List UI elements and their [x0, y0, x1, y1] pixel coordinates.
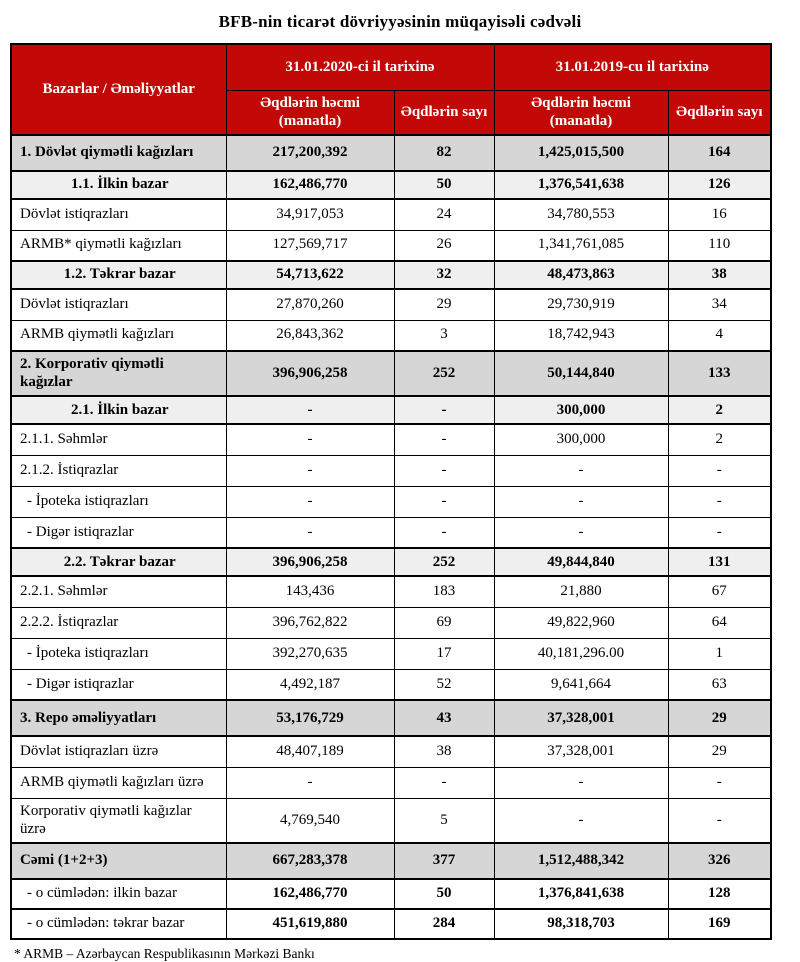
cell-volume-2019: 18,742,943	[494, 320, 668, 351]
cell-volume-2019: -	[494, 486, 668, 517]
cell-volume-2019: 37,328,001	[494, 736, 668, 767]
cell-volume-2019: 48,473,863	[494, 261, 668, 289]
cell-volume-2019: 300,000	[494, 424, 668, 455]
cell-count-2020: 5	[394, 798, 494, 843]
cell-volume-2019: 1,376,841,638	[494, 879, 668, 909]
cell-count-2020: 252	[394, 351, 494, 396]
cell-count-2020: 82	[394, 135, 494, 171]
table-row	[11, 396, 771, 424]
cell-count-2019: 128	[668, 879, 771, 909]
subheader-volume-2019: Əqdlərin həcmi (manatla)	[494, 90, 668, 135]
table-row	[11, 455, 771, 486]
row-label: Korporativ qiymətli kağızlar üzrə	[11, 798, 226, 843]
row-label: 2.1.1. Səhmlər	[11, 424, 226, 455]
row-label: 2. Korporativ qiymətli kağızlar	[11, 351, 226, 396]
cell-volume-2019: 49,822,960	[494, 607, 668, 638]
footnote: * ARMB – Azərbaycan Respublikasının Mərkəzi Bankı	[14, 946, 315, 962]
table-row	[11, 351, 771, 396]
cell-count-2020: 50	[394, 879, 494, 909]
cell-count-2019: 67	[668, 576, 771, 607]
row-label: - o cümlədən: təkrar bazar	[11, 909, 226, 939]
row-label: ARMB* qiymətli kağızları	[11, 230, 226, 261]
cell-count-2019: -	[668, 486, 771, 517]
cell-count-2020: -	[394, 396, 494, 424]
cell-count-2019: 29	[668, 736, 771, 767]
cell-count-2019: -	[668, 455, 771, 486]
cell-volume-2020: 4,492,187	[226, 669, 394, 700]
cell-count-2019: 34	[668, 289, 771, 320]
row-label: ARMB qiymətli kağızları üzrə	[11, 767, 226, 798]
row-label: - Digər istiqrazlar	[11, 517, 226, 548]
cell-volume-2020: 396,906,258	[226, 548, 394, 576]
cell-count-2019: 326	[668, 843, 771, 879]
subheader-count-2019: Əqdlərin sayı	[668, 90, 771, 135]
cell-count-2019: 2	[668, 424, 771, 455]
cell-count-2019: -	[668, 798, 771, 843]
table-row	[11, 320, 771, 351]
cell-volume-2019: -	[494, 798, 668, 843]
table-row	[11, 517, 771, 548]
cell-count-2020: 29	[394, 289, 494, 320]
row-label: Dövlət istiqrazları	[11, 199, 226, 230]
row-label: 2.2. Təkrar bazar	[11, 548, 226, 576]
cell-volume-2020: 162,486,770	[226, 879, 394, 909]
cell-count-2020: -	[394, 767, 494, 798]
cell-volume-2020: 162,486,770	[226, 171, 394, 199]
row-label: 2.1.2. İstiqrazlar	[11, 455, 226, 486]
cell-count-2019: 164	[668, 135, 771, 171]
row-label: - o cümlədən: ilkin bazar	[11, 879, 226, 909]
cell-count-2020: 52	[394, 669, 494, 700]
table-header	[11, 44, 771, 135]
table-row	[11, 909, 771, 939]
cell-count-2019: -	[668, 517, 771, 548]
cell-count-2019: -	[668, 767, 771, 798]
table-row	[11, 135, 771, 171]
cell-count-2020: 38	[394, 736, 494, 767]
cell-count-2019: 110	[668, 230, 771, 261]
table-row	[11, 199, 771, 230]
cell-volume-2019: 1,512,488,342	[494, 843, 668, 879]
cell-volume-2020: 34,917,053	[226, 199, 394, 230]
cell-volume-2020: -	[226, 767, 394, 798]
table-row	[11, 261, 771, 289]
cell-volume-2019: 37,328,001	[494, 700, 668, 736]
table-body	[11, 135, 771, 939]
table-row	[11, 638, 771, 669]
cell-volume-2020: 396,762,822	[226, 607, 394, 638]
cell-volume-2020: 26,843,362	[226, 320, 394, 351]
table-row	[11, 171, 771, 199]
table-row	[11, 669, 771, 700]
cell-volume-2019: 29,730,919	[494, 289, 668, 320]
cell-volume-2020: 48,407,189	[226, 736, 394, 767]
cell-count-2020: 252	[394, 548, 494, 576]
row-label: - İpoteka istiqrazları	[11, 638, 226, 669]
cell-count-2020: 50	[394, 171, 494, 199]
cell-count-2020: 43	[394, 700, 494, 736]
cell-count-2020: 24	[394, 199, 494, 230]
subheader-count-2020: Əqdlərin sayı	[394, 90, 494, 135]
table-row	[11, 736, 771, 767]
cell-volume-2019: 40,181,296.00	[494, 638, 668, 669]
cell-count-2020: 32	[394, 261, 494, 289]
cell-count-2019: 2	[668, 396, 771, 424]
cell-count-2019: 126	[668, 171, 771, 199]
cell-count-2020: -	[394, 455, 494, 486]
cell-count-2020: -	[394, 517, 494, 548]
cell-count-2019: 169	[668, 909, 771, 939]
cell-count-2019: 29	[668, 700, 771, 736]
row-label: Dövlət istiqrazları üzrə	[11, 736, 226, 767]
cell-volume-2019: 34,780,553	[494, 199, 668, 230]
cell-volume-2019: 50,144,840	[494, 351, 668, 396]
cell-count-2019: 38	[668, 261, 771, 289]
cell-count-2020: -	[394, 486, 494, 517]
subheader-volume-2020: Əqdlərin həcmi (manatla)	[226, 90, 394, 135]
row-label: - İpoteka istiqrazları	[11, 486, 226, 517]
cell-volume-2020: -	[226, 424, 394, 455]
cell-volume-2019: 1,341,761,085	[494, 230, 668, 261]
cell-volume-2019: 9,641,664	[494, 669, 668, 700]
cell-count-2020: 3	[394, 320, 494, 351]
cell-volume-2020: -	[226, 486, 394, 517]
cell-count-2019: 1	[668, 638, 771, 669]
table-row	[11, 424, 771, 455]
table-row	[11, 700, 771, 736]
cell-volume-2020: 4,769,540	[226, 798, 394, 843]
cell-count-2019: 4	[668, 320, 771, 351]
cell-count-2020: 284	[394, 909, 494, 939]
cell-volume-2019: -	[494, 455, 668, 486]
cell-volume-2020: 53,176,729	[226, 700, 394, 736]
cell-count-2019: 16	[668, 199, 771, 230]
cell-volume-2020: 143,436	[226, 576, 394, 607]
cell-count-2019: 131	[668, 548, 771, 576]
table-row	[11, 879, 771, 909]
cell-volume-2019: 300,000	[494, 396, 668, 424]
row-label: 1.1. İlkin bazar	[11, 171, 226, 199]
cell-volume-2019: 1,425,015,500	[494, 135, 668, 171]
cell-count-2020: 69	[394, 607, 494, 638]
group-header-2019: 31.01.2019-cu il tarixinə	[494, 44, 771, 90]
table-row	[11, 230, 771, 261]
table-row	[11, 798, 771, 843]
row-label: - Digər istiqrazlar	[11, 669, 226, 700]
table-row	[11, 289, 771, 320]
table-row	[11, 486, 771, 517]
row-label: 2.1. İlkin bazar	[11, 396, 226, 424]
cell-volume-2020: -	[226, 396, 394, 424]
table-row	[11, 607, 771, 638]
corner-header-markets-operations: Bazarlar / Əməliyyatlar	[11, 44, 226, 135]
row-label: 1.2. Təkrar bazar	[11, 261, 226, 289]
cell-count-2020: 183	[394, 576, 494, 607]
cell-volume-2020: 451,619,880	[226, 909, 394, 939]
table-row	[11, 576, 771, 607]
table-row	[11, 767, 771, 798]
cell-volume-2020: 392,270,635	[226, 638, 394, 669]
row-label: ARMB qiymətli kağızları	[11, 320, 226, 351]
cell-count-2020: -	[394, 424, 494, 455]
group-header-2020: 31.01.2020-ci il tarixinə	[226, 44, 494, 90]
cell-volume-2020: 217,200,392	[226, 135, 394, 171]
cell-volume-2020: 396,906,258	[226, 351, 394, 396]
cell-volume-2020: -	[226, 517, 394, 548]
trade-turnover-comparison-table	[10, 43, 772, 940]
cell-volume-2019: 49,844,840	[494, 548, 668, 576]
row-label: 3. Repo əməliyyatları	[11, 700, 226, 736]
row-label: 2.2.2. İstiqrazlar	[11, 607, 226, 638]
header-group-row	[11, 44, 771, 90]
cell-volume-2019: 98,318,703	[494, 909, 668, 939]
cell-volume-2020: 127,569,717	[226, 230, 394, 261]
cell-volume-2020: 54,713,622	[226, 261, 394, 289]
cell-count-2019: 133	[668, 351, 771, 396]
row-label: 1. Dövlət qiymətli kağızları	[11, 135, 226, 171]
row-label: Cəmi (1+2+3)	[11, 843, 226, 879]
cell-count-2020: 377	[394, 843, 494, 879]
row-label: 2.2.1. Səhmlər	[11, 576, 226, 607]
cell-volume-2019: 1,376,541,638	[494, 171, 668, 199]
cell-volume-2019: -	[494, 767, 668, 798]
table-row	[11, 548, 771, 576]
cell-volume-2019: 21,880	[494, 576, 668, 607]
cell-count-2019: 63	[668, 669, 771, 700]
cell-count-2020: 17	[394, 638, 494, 669]
cell-volume-2019: -	[494, 517, 668, 548]
cell-count-2020: 26	[394, 230, 494, 261]
page-title: BFB-nin ticarət dövriyyəsinin müqayisəli cədvəli	[218, 12, 582, 31]
cell-count-2019: 64	[668, 607, 771, 638]
table-row	[11, 843, 771, 879]
cell-volume-2020: -	[226, 455, 394, 486]
cell-volume-2020: 27,870,260	[226, 289, 394, 320]
cell-volume-2020: 667,283,378	[226, 843, 394, 879]
row-label: Dövlət istiqrazları	[11, 289, 226, 320]
